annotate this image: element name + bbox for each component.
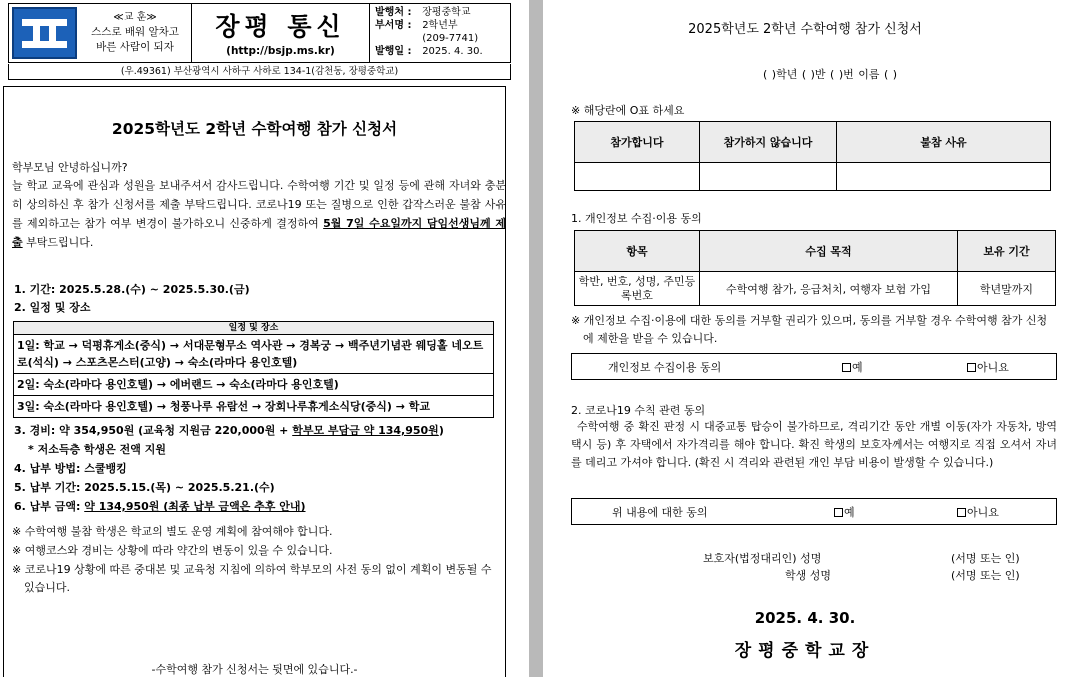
itinerary-day-3: 3일: 숙소(라마다 용인호텔) → 청풍나루 유람선 → 장회나루휴게소식당(중식) → 학교 [17, 400, 431, 413]
itinerary-day-1: 1일: 학교 → 덕평휴게소(중식) → 서대문형무소 역사관 → 경복궁 → 백주년기념관 웨딩홀 네오트로(석식) → 스포츠몬스터(고양) → 숙소(라마다 용인호텔) [14, 335, 493, 374]
payment-period: 5. 납부 기간: 2025.5.15.(목) ~ 2025.5.21.(수) [14, 481, 275, 494]
form-date: 2025. 4. 30. [754, 609, 856, 627]
back-page-note: -수학여행 참가 신청서는 뒷면에 있습니다.- [151, 663, 358, 676]
participate-cell[interactable] [575, 163, 700, 191]
publication-info: 발행처 : 장평중학교 부서명 : 2학년부 (209-7741) 발행일 : 2025. 4. 30. [375, 7, 483, 57]
guardian-sign-hint[interactable]: (서명 또는 인) [951, 552, 1020, 565]
newsletter-name: 장평 통신 [215, 12, 346, 41]
absence-reason-cell[interactable] [837, 163, 1051, 191]
school-address: (우.49361) 부산광역시 사하구 사하로 134-1(감천동, 장평중학교) [8, 64, 511, 80]
not-participate-cell[interactable] [700, 163, 837, 191]
checkbox-icon [967, 363, 976, 372]
application-notice [3, 86, 506, 677]
covid-consent-no[interactable]: 아니요 [957, 504, 999, 520]
mark-instruction: ※ 해당란에 O표 하세요 [571, 104, 685, 117]
greeting: 학부모님 안녕하십니까? [12, 161, 128, 174]
covid-consent-box [571, 498, 1057, 525]
privacy-purpose-header: 수집 목적 [700, 231, 958, 272]
note-1: ※ 수학여행 불참 학생은 학교의 별도 운영 계획에 참여해야 합니다. [12, 525, 333, 538]
privacy-retention-cell: 학년말까지 [958, 272, 1056, 306]
newsletter-page-front [0, 0, 529, 677]
participate-header: 참가합니다 [575, 122, 700, 163]
doc-title: 2025학년도 2학년 수학여행 참가 신청서 [111, 120, 398, 138]
student-sign-hint[interactable]: (서명 또는 인) [951, 569, 1020, 582]
itinerary-table [13, 321, 494, 418]
trip-period: 1. 기간: 2025.5.28.(수) ~ 2025.5.30.(금) [14, 283, 250, 296]
low-income-note: * 저소득층 학생은 전액 지원 [28, 443, 166, 456]
application-form-page [543, 0, 1067, 677]
note-2: ※ 여행코스와 경비는 상황에 따라 약간의 변동이 있을 수 있습니다. [12, 544, 333, 557]
participation-table [574, 121, 1051, 191]
form-title: 2025학년도 2학년 수학여행 참가 신청서 [688, 22, 922, 37]
guardian-name-label: 보호자(법정대리인) 성명 [703, 552, 822, 565]
itinerary-day-2: 2일: 숙소(라마다 용인호텔) → 에버랜드 → 숙소(라마다 용인호텔) [14, 374, 493, 396]
student-name-label: 학생 성명 [785, 569, 832, 582]
covid-consent-label: 위 내용에 대한 동의 [612, 506, 708, 519]
not-participate-header: 참가하지 않습니다 [700, 122, 837, 163]
checkbox-icon [957, 508, 966, 517]
payment-method: 4. 납부 방법: 스쿨뱅킹 [14, 462, 127, 475]
privacy-purpose-cell: 수학여행 참가, 응급처치, 여행자 보험 가입 [700, 272, 958, 306]
absence-reason-header: 불참 사유 [837, 122, 1051, 163]
privacy-consent-label: 개인정보 수집이용 동의 [608, 361, 722, 374]
student-identification[interactable]: ( )학년 ( )반 ( )번 이름 ( ) [763, 68, 898, 81]
privacy-retention-header: 보유 기간 [958, 231, 1056, 272]
checkbox-icon [842, 363, 851, 372]
trip-cost: 3. 경비: 약 354,950원 (교육청 지원금 220,000원 + 학부모 부담금 약 134,950원) [14, 424, 444, 437]
covid-consent-yes[interactable]: 예 [834, 504, 855, 520]
privacy-refusal-note: ※ 개인정보 수집·이용에 대한 동의를 거부할 권리가 있으며, 동의를 거부할 경우 수학여행 참가 신청에 제한을 받을 수 있습니다. [571, 314, 1048, 345]
privacy-consent-box [571, 353, 1057, 380]
covid-section-text: 수학여행 중 확진 판정 시 대중교통 탑승이 불가하므로, 격리기간 동안 개별 이동(자가 자동차, 방역 택시 등) 후 자택에서 자가격리를 해야 합니다. 확진 학생의 보호자께서는 여행지로 직접 오셔서 자녀를 데리고 가셔야 합니다. (확진 시 격리와 관련된 개인 부담 비용이 발생할 수 있습니다.) [571, 420, 1057, 469]
itinerary-header: 일정 및 장소 [14, 322, 493, 335]
checkbox-icon [834, 508, 843, 517]
privacy-item-header: 항목 [575, 231, 700, 272]
covid-section-title: 2. 코로나19 수칙 관련 동의 [571, 404, 706, 417]
privacy-consent-no[interactable]: 아니요 [967, 359, 1009, 375]
privacy-table [574, 230, 1056, 306]
note-3: ※ 코로나19 상황에 따른 중대본 및 교육청 지침에 의하여 학부모의 사전 동의 없이 계획이 변동될 수 있습니다. [12, 563, 492, 594]
privacy-item-cell: 학반, 번호, 성명, 주민등록번호 [575, 272, 700, 306]
payment-amount: 6. 납부 금액: 약 134,950원 (최종 납부 금액은 추후 안내) [14, 500, 306, 513]
school-emblem-icon [12, 7, 77, 59]
newsletter-url[interactable]: (http://bsjp.ms.kr) [226, 45, 335, 57]
principal-signature: 장평중학교장 [734, 641, 876, 661]
itinerary-heading: 2. 일정 및 장소 [14, 301, 91, 314]
school-motto: ≪교 훈≫ 스스로 배워 알차고 바른 사람이 되자 [91, 12, 179, 53]
masthead [8, 3, 511, 63]
privacy-consent-yes[interactable]: 예 [842, 359, 863, 375]
privacy-section-title: 1. 개인정보 수집·이용 동의 [571, 212, 702, 225]
intro-paragraph: 늘 학교 교육에 관심과 성원을 보내주셔서 감사드립니다. 수학여행 기간 및 일정 등에 관해 자녀와 충분히 상의하신 후 참가 신청서를 제출 부탁드립니다. 코로나19 또는 질병으로 인한 갑작스러운 불참 사유를 제외하고는 참가 여부 변경이 불가하오니 신중하게 결정하여 5월 7일 수요일까지 담임선생님께 제출 부탁드립니다. [12, 179, 506, 249]
